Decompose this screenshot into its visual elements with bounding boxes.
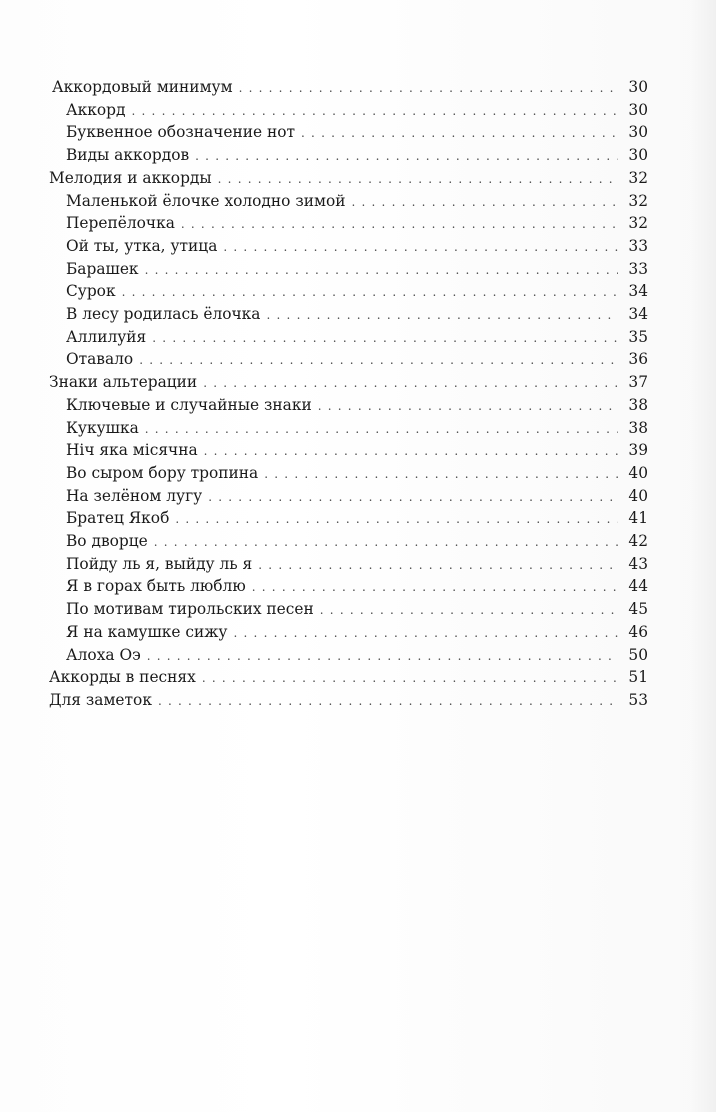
toc-leader-dots <box>122 281 618 303</box>
toc-leader-dots <box>181 213 618 235</box>
toc-title: Я на камушке сижу <box>66 623 228 641</box>
toc-leader-dots <box>152 327 618 349</box>
toc-page-number: 32 <box>628 192 648 210</box>
toc-title: Мелодия и аккорды <box>49 169 212 187</box>
toc-title: Для заметок <box>49 691 152 709</box>
toc-page-number: 30 <box>628 146 648 164</box>
toc-entry-row <box>66 212 648 234</box>
toc-title: Кукушка <box>66 419 139 437</box>
toc-page-number: 38 <box>628 396 648 414</box>
toc-entry-row <box>66 258 648 280</box>
toc-leader-dots <box>202 667 618 689</box>
toc-page-number: 35 <box>628 328 648 346</box>
toc-entry-row <box>66 303 648 325</box>
toc-entry-row <box>66 644 648 666</box>
toc-page-number: 50 <box>628 646 648 664</box>
toc-page-number: 32 <box>628 169 648 187</box>
toc-page-number: 51 <box>628 668 648 686</box>
toc-page-number: 34 <box>628 282 648 300</box>
toc-entry-row <box>66 439 648 461</box>
toc-page-number: 45 <box>628 600 648 618</box>
toc-entry-row <box>66 121 648 143</box>
toc-title: Буквенное обозначение нот <box>66 123 296 141</box>
toc-leader-dots <box>239 77 618 99</box>
toc-title: Нiч яка мiсячна <box>66 441 198 459</box>
toc-leader-dots <box>218 168 618 190</box>
toc-page-number: 36 <box>628 350 648 368</box>
toc-page-number: 30 <box>628 101 648 119</box>
toc-page-number: 39 <box>628 441 648 459</box>
toc-leader-dots <box>320 599 618 621</box>
toc-title: На зелёном лугу <box>66 487 203 505</box>
toc-title: Отавало <box>66 350 134 368</box>
toc-title: В лесу родилась ёлочка <box>66 305 261 323</box>
toc-entry-row <box>66 326 648 348</box>
toc-leader-dots <box>158 690 618 712</box>
toc-page-number: 30 <box>628 123 648 141</box>
toc-section-row <box>49 666 648 688</box>
toc-title: Я в горах быть люблю <box>66 577 246 595</box>
toc-page-number: 34 <box>628 305 648 323</box>
toc-entry-row <box>66 99 648 121</box>
toc-page-number: 33 <box>628 237 648 255</box>
toc-title: Маленькой ёлочке холодно зимой <box>66 192 346 210</box>
toc-entry-row <box>66 235 648 257</box>
toc-entry-row <box>66 598 648 620</box>
toc-page-number: 44 <box>628 577 648 595</box>
toc-title: Во дворце <box>66 532 148 550</box>
toc-page-number: 30 <box>628 78 648 96</box>
toc-page-number: 42 <box>628 532 648 550</box>
toc-title: Аллилуйя <box>66 328 147 346</box>
toc-title: Ключевые и случайные знаки <box>66 396 312 414</box>
toc-section-row <box>49 371 648 393</box>
toc-leader-dots <box>266 304 618 326</box>
toc-leader-dots <box>234 622 619 644</box>
toc-entry-row <box>66 462 648 484</box>
toc-section-row <box>49 689 648 711</box>
toc-leader-dots <box>264 463 618 485</box>
toc-page-number: 53 <box>628 691 648 709</box>
toc-entry-row <box>66 575 648 597</box>
toc-title: Аккорд <box>66 101 126 119</box>
toc-leader-dots <box>301 122 618 144</box>
toc-leader-dots <box>139 349 618 371</box>
toc-entry-row <box>66 530 648 552</box>
toc-leader-dots <box>195 145 618 167</box>
toc-leader-dots <box>154 531 618 553</box>
toc-title: Аккорды в песнях <box>49 668 196 686</box>
toc-page-number: 41 <box>628 509 648 527</box>
toc-leader-dots <box>252 576 618 598</box>
toc-leader-dots <box>351 191 618 213</box>
toc-title: Знаки альтерации <box>49 373 198 391</box>
toc-entry-row <box>66 417 648 439</box>
toc-title: Алоха Оэ <box>66 646 141 664</box>
toc-title: Сурок <box>66 282 116 300</box>
toc-leader-dots <box>147 645 618 667</box>
toc-section-row <box>52 76 648 98</box>
toc-entry-row <box>66 553 648 575</box>
toc-page-number: 38 <box>628 419 648 437</box>
toc-title: Братец Якоб <box>66 509 170 527</box>
toc-entry-row <box>66 348 648 370</box>
toc-title: Барашек <box>66 260 139 278</box>
page-edge-shadow <box>690 0 716 1112</box>
toc-entry-row <box>66 280 648 302</box>
toc-leader-dots <box>208 486 618 508</box>
toc-page-number: 33 <box>628 260 648 278</box>
toc-leader-dots <box>145 259 618 281</box>
toc-page-number: 40 <box>628 487 648 505</box>
toc-entry-row <box>66 190 648 212</box>
toc-page-number: 46 <box>628 623 648 641</box>
toc-page-number: 32 <box>628 214 648 232</box>
toc-page-number: 37 <box>628 373 648 391</box>
toc-title: По мотивам тирольских песен <box>66 600 314 618</box>
toc-title: Во сыром бору тропина <box>66 464 259 482</box>
toc-page-number: 40 <box>628 464 648 482</box>
toc-title: Виды аккордов <box>66 146 190 164</box>
toc-entry-row <box>66 485 648 507</box>
toc-title: Ой ты, утка, утица <box>66 237 218 255</box>
toc-entry-row <box>66 394 648 416</box>
toc-leader-dots <box>132 100 619 122</box>
toc-leader-dots <box>318 395 618 417</box>
toc-leader-dots <box>204 440 618 462</box>
toc-entry-row <box>66 621 648 643</box>
toc-page-number: 43 <box>628 555 648 573</box>
toc-title: Перепёлочка <box>66 214 175 232</box>
toc-entry-row <box>66 507 648 529</box>
toc-leader-dots <box>223 236 618 258</box>
toc-entry-row <box>66 144 648 166</box>
toc-leader-dots <box>175 508 618 530</box>
toc-leader-dots <box>258 554 618 576</box>
toc-section-row <box>49 167 648 189</box>
toc-title: Аккордовый минимум <box>52 78 233 96</box>
toc-leader-dots <box>145 418 618 440</box>
toc-title: Пойду ль я, выйду ль я <box>66 555 253 573</box>
toc-leader-dots <box>203 372 618 394</box>
